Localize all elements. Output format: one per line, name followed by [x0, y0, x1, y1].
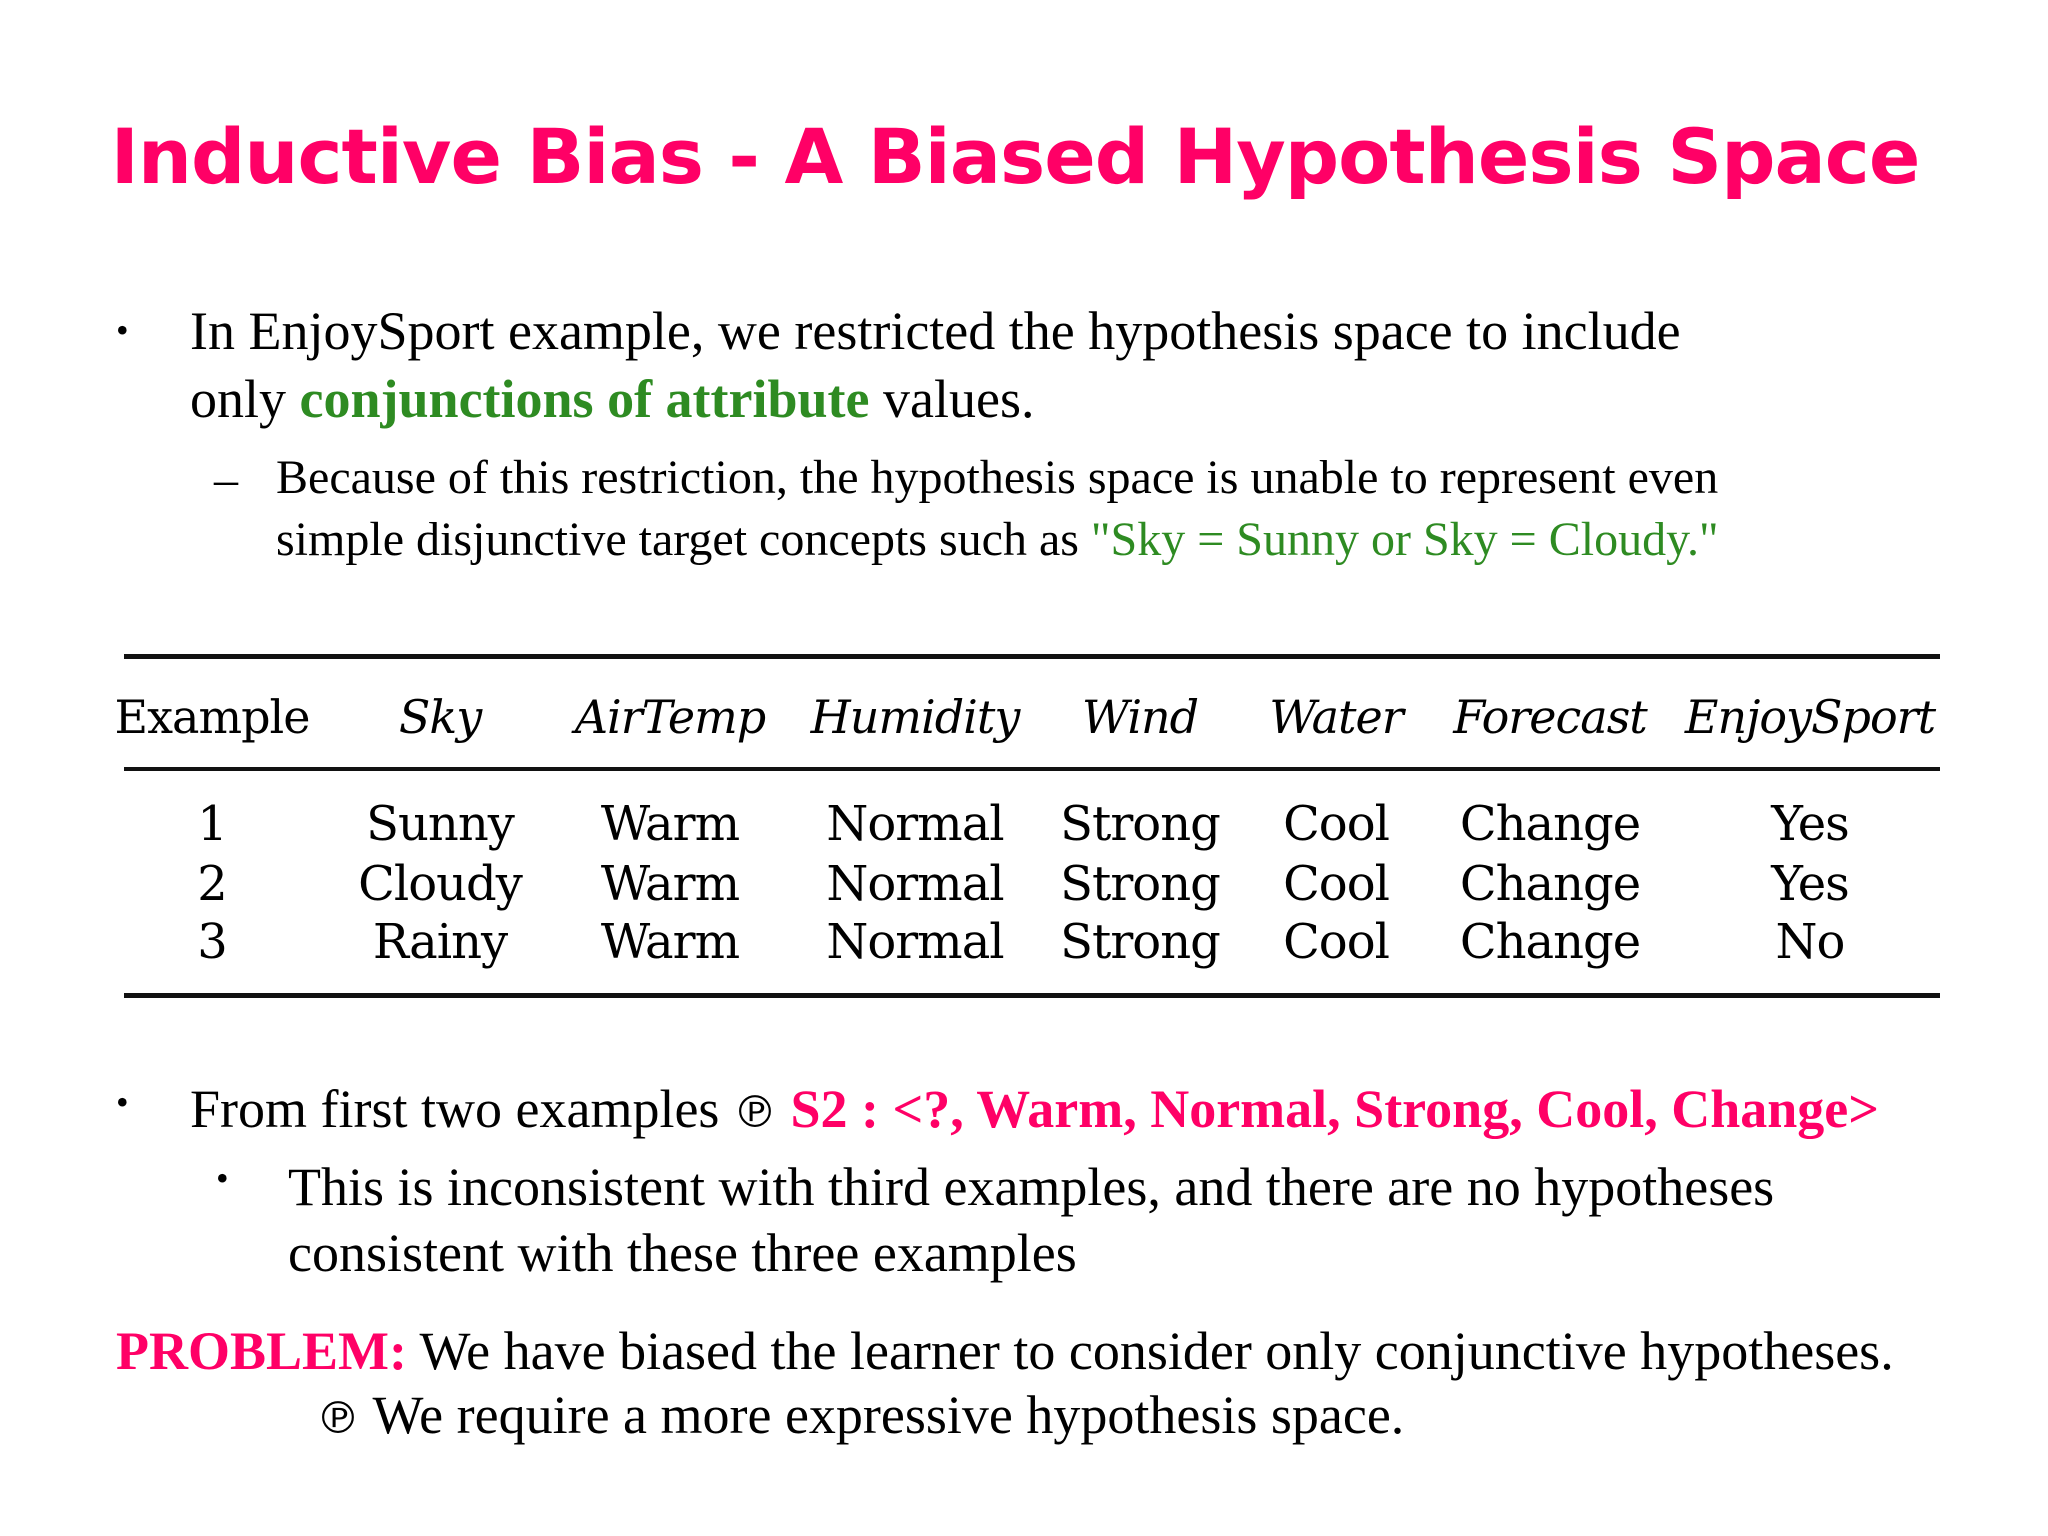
- table-cell: 3: [197, 914, 227, 970]
- table-cell: Normal: [826, 796, 1004, 852]
- table-cell: Yes: [1771, 856, 1849, 912]
- header-water: Water: [1269, 690, 1403, 744]
- table-cell: Warm: [600, 914, 740, 970]
- table-cell: No: [1775, 914, 1845, 970]
- sub1-line2-pre: simple disjunctive target concepts such as: [276, 513, 1091, 566]
- table-cell: Normal: [826, 856, 1004, 912]
- problem-label: PROBLEM:: [116, 1321, 407, 1381]
- table-cell: Cool: [1283, 856, 1389, 912]
- bullet2-sub-line2: consistent with these three examples: [288, 1223, 1077, 1283]
- slide-title: Inductive Bias - A Biased Hypothesis Space: [110, 112, 1920, 201]
- table-cell: Cloudy: [358, 856, 522, 912]
- table-cell: Strong: [1060, 856, 1220, 912]
- bullet2-line: [190, 1078, 1879, 1140]
- table-cell: Rainy: [372, 914, 508, 970]
- bullet-dot: •: [116, 310, 129, 350]
- table-cell: Change: [1459, 796, 1641, 852]
- bullet1-line2-post: values.: [869, 369, 1035, 429]
- problem-line1: [116, 1320, 1894, 1382]
- header-example: Example: [114, 690, 310, 744]
- problem-line2: [316, 1384, 1404, 1446]
- header-wind: Wind: [1081, 690, 1199, 744]
- bullet2-sub-line1: This is inconsistent with third examples, and there are no hypotheses: [288, 1157, 1775, 1217]
- implies-arrow-icon: ℗: [316, 1393, 360, 1444]
- problem-conclusion: We require a more expressive hypothesis space.: [360, 1385, 1405, 1445]
- implies-arrow-icon: ℗: [732, 1087, 777, 1138]
- highlight-disjunction-example: "Sky = Sunny or Sky = Cloudy.": [1090, 513, 1719, 566]
- bullet1-line1: In EnjoySport example, we restricted the hypothesis space to include: [190, 301, 1681, 361]
- table-cell: 1: [197, 796, 227, 852]
- bullet2-pre: From first two examples: [190, 1079, 733, 1139]
- sub1-line2: [276, 512, 1719, 567]
- sub-bullet-dot: •: [216, 1158, 229, 1198]
- table-cell: Sunny: [366, 796, 514, 852]
- table-cell: Warm: [600, 796, 740, 852]
- header-humidity: Humidity: [810, 690, 1020, 744]
- table-cell: 2: [197, 856, 227, 912]
- table-cell: Strong: [1060, 796, 1220, 852]
- table-cell: Yes: [1771, 796, 1849, 852]
- s2-hypothesis: S2 : <?, Warm, Normal, Strong, Cool, Change>: [790, 1079, 1880, 1139]
- table-cell: Normal: [826, 914, 1004, 970]
- table-bottom-rule: [124, 993, 1940, 998]
- bullet-dot: •: [116, 1082, 129, 1122]
- table-cell: Cool: [1283, 796, 1389, 852]
- sub1-line1: Because of this restriction, the hypothesis space is unable to represent even: [276, 451, 1719, 504]
- header-enjoysport: EnjoySport: [1684, 690, 1936, 744]
- table-cell: Strong: [1060, 914, 1220, 970]
- table-header-rule: [124, 767, 1940, 771]
- problem-text: We have biased the learner to consider only conjunctive hypotheses.: [407, 1321, 1894, 1381]
- table-cell: Change: [1459, 914, 1641, 970]
- header-sky: Sky: [398, 690, 482, 744]
- highlight-conjunctions: conjunctions of attribute: [299, 369, 870, 429]
- table-cell: Warm: [600, 856, 740, 912]
- header-airtemp: AirTemp: [574, 690, 766, 744]
- bullet1-line2-pre: only: [190, 369, 300, 429]
- header-forecast: Forecast: [1453, 690, 1647, 744]
- table-cell: Change: [1459, 856, 1641, 912]
- table-cell: Cool: [1283, 914, 1389, 970]
- table-top-rule: [124, 654, 1940, 659]
- sub-dash: –: [214, 453, 238, 506]
- bullet1-line2: [190, 368, 1034, 430]
